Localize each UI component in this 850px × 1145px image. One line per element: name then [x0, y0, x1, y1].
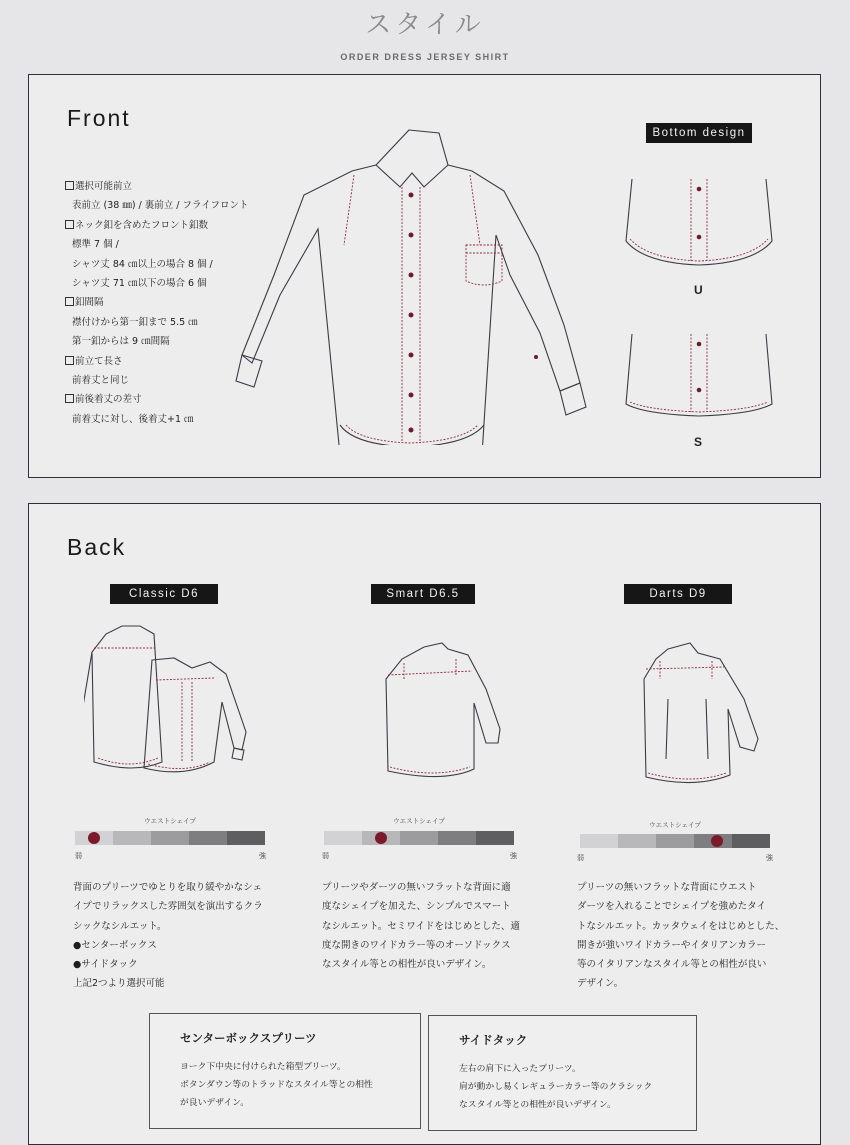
back-heading: Back	[67, 534, 127, 560]
note-title: センターボックスプリーツ	[180, 1031, 317, 1045]
spec-item: 前立て長さ	[65, 352, 248, 371]
waist-shape-label: ウエストシェイプ	[649, 821, 701, 829]
scale-weak-label: 弱	[322, 852, 329, 860]
spec-detail: 標準 7 個 /	[72, 239, 119, 251]
darts-description: プリーツの無いフラットな背面にウエスト ダーツを入れることでシェイプを強めたタイ トなシルエット。カッタウェイをはじめとした、 開きが強いワイドカラーやイタリアンカラー 等のイタリアンなスタイル等との相性が良い デザイン。	[577, 882, 785, 990]
checkbox-icon	[65, 220, 74, 229]
checkbox-icon	[65, 297, 74, 306]
bottom-design-tag: Bottom design	[646, 123, 752, 143]
checkbox-icon	[65, 356, 74, 365]
spec-item: 選択可能前立	[65, 177, 248, 196]
classic-shirt-illustration	[84, 622, 254, 782]
note-title: サイドタック	[459, 1033, 528, 1047]
smart-description: プリーツやダーツの無いフラットな背面に適 度なシェイプを加えた、シンプルでスマート なシルエット。セミワイドをはじめとした、適 度な開きのワイドカラー等のオーソドックス なスタイル等との相性が良いデザイン。	[322, 882, 520, 971]
spec-detail: 前着丈に対し、後着丈+1 ㎝	[72, 413, 194, 425]
page-title: スタイル	[365, 10, 485, 40]
center-box-pleat-note	[149, 1013, 421, 1129]
bottom-u-label: U	[694, 283, 703, 297]
spec-item: 釦間隔	[65, 293, 248, 312]
style-tag-classic: Classic D6	[110, 584, 218, 604]
waist-shape-label: ウエストシェイプ	[393, 817, 445, 825]
waist-shape-scale-smart	[324, 831, 514, 845]
waist-shape-scale-darts	[580, 834, 770, 848]
bottom-s-illustration	[624, 330, 774, 430]
style-tag-smart: Smart D6.5	[371, 584, 475, 604]
spec-detail: 前着丈と同じ	[72, 375, 130, 387]
spec-item: ネック釦を含めたフロント釦数	[65, 216, 248, 235]
front-shirt-illustration	[234, 125, 594, 445]
page-subtitle: ORDER DRESS JERSEY SHIRT	[340, 52, 510, 62]
style-tag-darts: Darts D9	[624, 584, 732, 604]
checkbox-icon	[65, 394, 74, 403]
waist-shape-scale-classic	[75, 831, 265, 845]
note-body: ヨーク下中央に付けられた箱型プリーツ。 ボタンダウン等のトラッドなスタイル等との相性 が良いデザイン。	[180, 1062, 373, 1108]
spec-detail: 襟付けから第一釦まで 5.5 ㎝	[72, 316, 198, 328]
spec-detail: シャツ丈 84 ㎝以上の場合 8 個 /	[72, 258, 213, 270]
classic-description: 背面のプリーツでゆとりを取り緩やかなシェ イプでリラックスした雰囲気を演出するクラ シックなシルエット。 ●センターボックス ●サイドタック 上記2つより選択可能	[73, 882, 263, 990]
front-heading: Front	[67, 105, 131, 131]
scale-weak-label: 弱	[577, 854, 584, 862]
waist-shape-label: ウエストシェイプ	[144, 817, 196, 825]
note-body: 左右の肩下に入ったプリーツ。 肩が動かし易くレギュラーカラー等のクラシック なスタイル等との相性が良いデザイン。	[459, 1064, 653, 1110]
spec-detail: 表前立 (38 ㎜) / 裏前立 / フライフロント	[72, 200, 249, 212]
waist-shape-marker	[88, 832, 100, 844]
back-panel	[28, 503, 821, 1145]
scale-strong-label: 強	[766, 854, 773, 862]
waist-shape-marker	[711, 835, 723, 847]
darts-shirt-illustration	[632, 639, 782, 799]
side-tuck-note	[428, 1015, 697, 1131]
spec-item: 前後着丈の差寸	[65, 390, 248, 409]
spec-detail: シャツ丈 71 ㎝以下の場合 6 個	[72, 278, 207, 290]
scale-strong-label: 強	[510, 852, 517, 860]
smart-shirt-illustration	[374, 639, 514, 799]
scale-strong-label: 強	[259, 852, 266, 860]
bottom-s-label: S	[694, 435, 703, 449]
spec-detail: 第一釦からは 9 ㎝間隔	[72, 336, 170, 348]
bottom-u-illustration	[624, 175, 774, 275]
checkbox-icon	[65, 181, 74, 190]
front-spec-list	[65, 177, 248, 429]
front-panel	[28, 74, 821, 478]
waist-shape-marker	[375, 832, 387, 844]
scale-weak-label: 弱	[75, 852, 82, 860]
